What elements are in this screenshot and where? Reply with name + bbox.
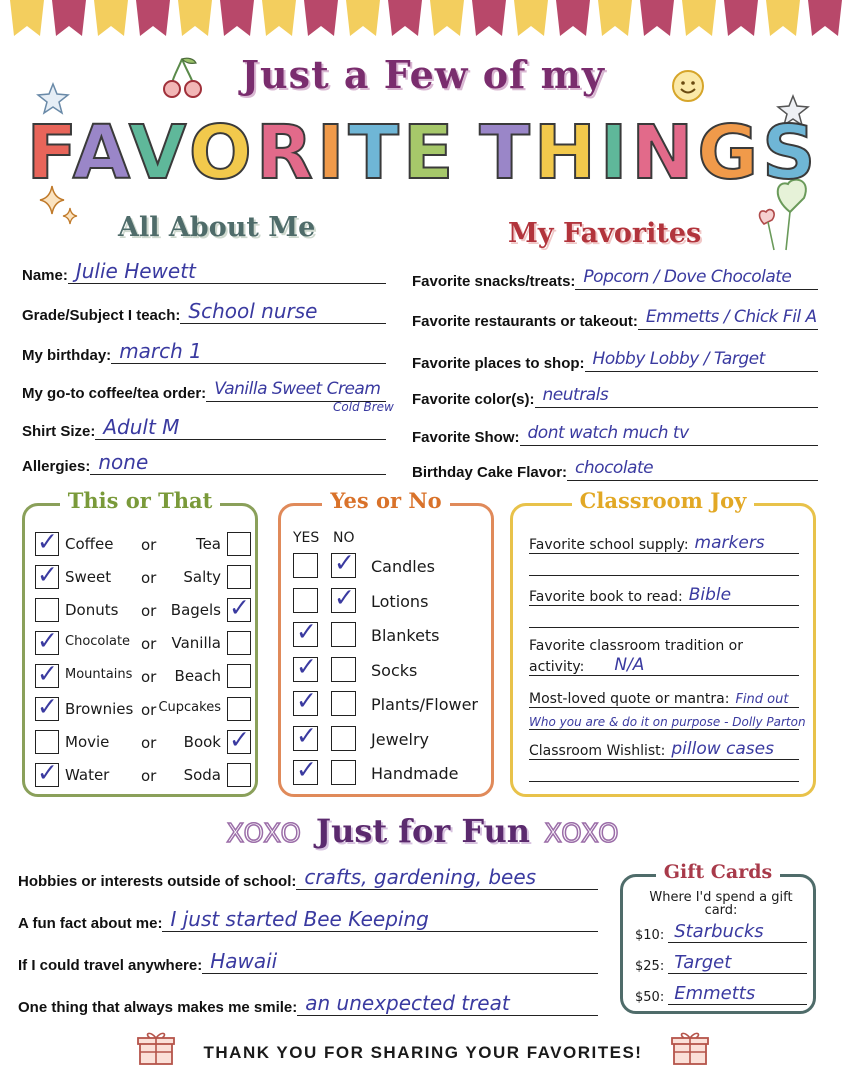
favorites-field [412, 455, 818, 481]
about-me-field-label: Allergies: [22, 458, 91, 475]
this-or-that-row [35, 728, 251, 756]
gift-card-row [635, 950, 807, 974]
option-b-label: Bagels [170, 601, 221, 619]
this-or-that-row [35, 662, 251, 690]
this-or-that-row [35, 695, 251, 723]
option-b-label: Book [183, 733, 221, 751]
this-or-that-row [35, 530, 251, 558]
title-letter: T [348, 110, 403, 196]
or-label: or [141, 569, 157, 587]
about-me-field-label: Grade/Subject I teach: [22, 307, 181, 324]
pennant-flag [472, 0, 506, 36]
favorite-book-field [529, 582, 799, 628]
about-me-heading: All About Me [118, 212, 316, 243]
gift-card-row [635, 981, 807, 1005]
this-or-that-row [35, 596, 251, 624]
yes-or-no-item: Socks [371, 660, 418, 680]
this-or-that-row [35, 761, 251, 789]
xoxo-left: XOXO [226, 819, 302, 849]
favorites-field-value[interactable]: Popcorn / Dove Chocolate [575, 265, 818, 290]
yes-or-no-row [293, 759, 483, 787]
favorites-field [412, 382, 818, 408]
pennant-flag [10, 0, 44, 36]
favorites-field-value[interactable]: neutrals [535, 383, 818, 408]
tradition-value[interactable]: N/A [614, 655, 645, 675]
yes-or-no-row [293, 725, 483, 753]
book-label: Favorite book to read: [529, 589, 683, 605]
coffee-order-note: Cold Brew [333, 400, 394, 414]
book-blank-line[interactable] [529, 606, 799, 628]
option-b-checkbox[interactable] [227, 730, 251, 754]
quote-value-2[interactable]: Who you are & do it on purpose - Dolly Parton [529, 715, 806, 729]
just-for-fun-field-label: Hobbies or interests outside of school: [18, 873, 297, 890]
title-letter: H [533, 110, 600, 196]
pennant-flag [178, 0, 212, 36]
just-for-fun-field [18, 948, 598, 974]
favorites-field-value[interactable]: Hobby Lobby / Target [585, 347, 818, 372]
yes-or-no-row [293, 552, 483, 580]
pennant-flag [514, 0, 548, 36]
option-b-checkbox[interactable] [227, 532, 251, 556]
about-me-field-value[interactable]: march 1 [111, 339, 386, 364]
pennant-flag [766, 0, 800, 36]
yes-or-no-row [293, 656, 483, 684]
no-checkbox[interactable] [331, 588, 356, 613]
title-letter: V [128, 110, 189, 196]
title-letter: E [402, 110, 458, 196]
yes-or-no-row [293, 690, 483, 718]
supply-blank-line[interactable] [529, 554, 799, 576]
pennant-flag [262, 0, 296, 36]
this-or-that-row [35, 563, 251, 591]
yes-or-no-item: Blankets [371, 626, 440, 645]
quote-field [529, 686, 806, 730]
option-b-label: Cupcakes [158, 700, 221, 715]
xoxo-right: XOXO [544, 819, 620, 849]
pennant-flag [52, 0, 86, 36]
just-for-fun-field-value[interactable]: Hawaii [202, 949, 598, 974]
wishlist-value[interactable]: pillow cases [671, 739, 774, 759]
yes-column-label: YES [293, 530, 320, 546]
yes-or-no-item: Handmade [371, 764, 459, 783]
yes-checkbox[interactable] [293, 553, 318, 578]
no-column-label: NO [333, 530, 355, 546]
option-a-checkbox[interactable] [35, 763, 59, 787]
just-for-fun-field-value[interactable]: an unexpected treat [297, 991, 598, 1016]
option-b-label: Vanilla [171, 634, 221, 652]
title-letter: I [316, 110, 349, 196]
title-letter: G [697, 110, 763, 196]
pennant-flag [598, 0, 632, 36]
gift-box-icon [670, 1030, 710, 1066]
favorite-supply-field [529, 530, 799, 576]
supply-value[interactable]: markers [694, 533, 765, 553]
yes-checkbox[interactable] [293, 760, 318, 785]
title-letter: F [26, 110, 73, 196]
option-b-checkbox[interactable] [227, 598, 251, 622]
option-b-label: Soda [183, 766, 221, 784]
option-b-checkbox[interactable] [227, 664, 251, 688]
about-me-field [22, 338, 386, 364]
favorites-field [412, 420, 818, 446]
pennant-flag [136, 0, 170, 36]
yes-or-no-row [293, 621, 483, 649]
title-letter: N [631, 110, 698, 196]
favorites-field-label: Favorite color(s): [412, 391, 535, 408]
gift-card-amount: $25: [635, 959, 665, 974]
no-checkbox[interactable] [331, 657, 356, 682]
option-a-checkbox[interactable] [35, 664, 59, 688]
yes-checkbox[interactable] [293, 622, 318, 647]
gift-card-amount: $10: [635, 928, 665, 943]
favorites-field [412, 346, 818, 372]
no-checkbox[interactable] [331, 622, 356, 647]
favorites-field-label: Birthday Cake Flavor: [412, 464, 568, 481]
pennant-flag [724, 0, 758, 36]
yes-checkbox[interactable] [293, 657, 318, 682]
option-a-checkbox[interactable] [35, 565, 59, 589]
gift-card-value[interactable]: Starbucks [668, 921, 807, 943]
gift-card-value[interactable]: Target [668, 952, 807, 974]
option-b-checkbox[interactable] [227, 631, 251, 655]
just-for-fun-field [18, 990, 598, 1016]
this-or-that-box [22, 488, 258, 797]
gift-cards-box [620, 861, 816, 1014]
favorites-field-label: Favorite Show: [412, 429, 520, 446]
yes-or-no-box [278, 488, 494, 797]
favorites-field-value[interactable]: Emmetts / Chick Fil A [638, 305, 818, 330]
option-a-checkbox[interactable] [35, 697, 59, 721]
tradition-label-2: activity: [529, 659, 585, 675]
option-b-label: Tea [195, 535, 221, 553]
or-label: or [141, 602, 157, 620]
or-label: or [141, 635, 157, 653]
about-me-field-value[interactable]: Julie Hewett [68, 259, 386, 284]
yes-or-no-item: Jewelry [371, 729, 429, 749]
or-label: or [141, 767, 157, 785]
pennant-flag [220, 0, 254, 36]
book-value[interactable]: Bible [688, 585, 732, 605]
tradition-field [529, 636, 799, 676]
option-a-label: Movie [65, 733, 110, 751]
or-label: or [141, 734, 157, 752]
about-me-field [22, 298, 386, 324]
gift-cards-intro: Where I'd spend a gift card: [649, 890, 793, 918]
no-checkbox[interactable] [331, 726, 356, 751]
no-checkbox[interactable] [331, 691, 356, 716]
this-or-that-heading: This or That [60, 488, 221, 513]
just-for-fun-header [0, 812, 846, 850]
about-me-field-label: Name: [22, 267, 68, 284]
pennant-flag [304, 0, 338, 36]
no-checkbox[interactable] [331, 553, 356, 578]
option-a-label: Mountains [65, 667, 133, 682]
gift-card-amount: $50: [635, 990, 665, 1005]
favorites-field-value[interactable]: chocolate [567, 456, 818, 481]
wishlist-blank-line[interactable] [529, 760, 799, 782]
yes-checkbox[interactable] [293, 726, 318, 751]
option-a-checkbox[interactable] [35, 598, 59, 622]
just-for-fun-heading: Just for Fun [315, 812, 531, 850]
option-b-label: Beach [174, 667, 221, 685]
about-me-field-label: My birthday: [22, 347, 112, 364]
option-a-label: Chocolate [65, 634, 131, 649]
yes-checkbox[interactable] [293, 588, 318, 613]
about-me-field-value[interactable]: none [90, 450, 386, 475]
quote-value[interactable]: Find out [735, 692, 789, 707]
tradition-label: Favorite classroom tradition or [529, 638, 744, 654]
option-a-checkbox[interactable] [35, 631, 59, 655]
just-for-fun-field-label: One thing that always makes me smile: [18, 999, 298, 1016]
pennant-flag [388, 0, 422, 36]
thank-you-message: THANK YOU FOR SHARING YOUR FAVORITES! [203, 1043, 643, 1062]
gift-card-value[interactable]: Emmetts [668, 983, 807, 1005]
favorites-field [412, 264, 818, 290]
yes-or-no-item: Lotions [371, 591, 429, 611]
title-letter: S [762, 110, 820, 196]
about-me-field-value[interactable]: Vanilla Sweet Cream [206, 377, 386, 402]
pennant-flag [430, 0, 464, 36]
option-a-label: Water [65, 766, 110, 784]
or-label: or [141, 536, 157, 554]
title-letter: O [188, 110, 256, 196]
wishlist-label: Classroom Wishlist: [529, 743, 666, 759]
option-a-checkbox[interactable] [35, 730, 59, 754]
about-me-field-value[interactable]: School nurse [180, 299, 386, 324]
yes-or-no-item: Candles [371, 557, 435, 576]
just-for-fun-field [18, 864, 598, 890]
option-b-label: Salty [183, 568, 221, 586]
pennant-flag [556, 0, 590, 36]
favorites-heading: My Favorites [508, 218, 702, 249]
pennant-flag [640, 0, 674, 36]
supply-label: Favorite school supply: [529, 537, 689, 553]
title-letter: A [72, 110, 129, 196]
option-a-checkbox[interactable] [35, 532, 59, 556]
option-b-checkbox[interactable] [227, 763, 251, 787]
this-or-that-row [35, 629, 251, 657]
favorites-field-label: Favorite places to shop: [412, 355, 585, 372]
pennant-flag [808, 0, 842, 36]
pennant-flag [346, 0, 380, 36]
just-for-fun-field-label: A fun fact about me: [18, 915, 163, 932]
title-letter: R [255, 110, 317, 196]
classroom-joy-heading: Classroom Joy [572, 488, 755, 513]
favorites-field [412, 304, 818, 330]
about-me-field [22, 258, 386, 284]
wishlist-field [529, 736, 799, 782]
title-letter: T [479, 110, 534, 196]
gift-cards-heading: Gift Cards [656, 861, 780, 883]
just-for-fun-field-label: If I could travel anywhere: [18, 957, 203, 974]
or-label: or [141, 668, 157, 686]
classroom-joy-box [510, 488, 816, 797]
page-subtitle: Just a Few of my [241, 52, 605, 97]
title-letter: I [599, 110, 632, 196]
bunting-banner [0, 0, 846, 50]
option-a-label: Coffee [65, 535, 114, 553]
about-me-field-value[interactable]: Adult M [95, 415, 386, 440]
pennant-flag [94, 0, 128, 36]
option-b-checkbox[interactable] [227, 565, 251, 589]
just-for-fun-field [18, 906, 598, 932]
page-title [0, 108, 846, 198]
favorites-field-value[interactable]: dont watch much tv [520, 421, 818, 446]
pennant-flag [682, 0, 716, 36]
option-a-label: Brownies [65, 700, 134, 718]
about-me-field [22, 449, 386, 475]
favorites-field-label: Favorite restaurants or takeout: [412, 313, 638, 330]
about-me-field [22, 414, 386, 440]
about-me-field-label: My go-to coffee/tea order: [22, 385, 207, 402]
about-me-field [22, 376, 386, 402]
quote-label: Most-loved quote or mantra: [529, 691, 730, 707]
option-a-label: Sweet [65, 568, 112, 586]
no-checkbox[interactable] [331, 760, 356, 785]
gift-card-row [635, 919, 807, 943]
just-for-fun-field-value[interactable]: I just started Bee Keeping [162, 907, 598, 932]
just-for-fun-field-value[interactable]: crafts, gardening, bees [296, 865, 598, 890]
option-a-label: Donuts [65, 601, 119, 619]
option-b-checkbox[interactable] [227, 697, 251, 721]
yes-or-no-item: Plants/Flower [371, 695, 478, 714]
yes-checkbox[interactable] [293, 691, 318, 716]
favorites-field-label: Favorite snacks/treats: [412, 273, 576, 290]
about-me-field-label: Shirt Size: [22, 423, 96, 440]
yes-or-no-row [293, 587, 483, 615]
yes-or-no-heading: Yes or No [322, 488, 449, 513]
or-label: or [141, 701, 157, 719]
